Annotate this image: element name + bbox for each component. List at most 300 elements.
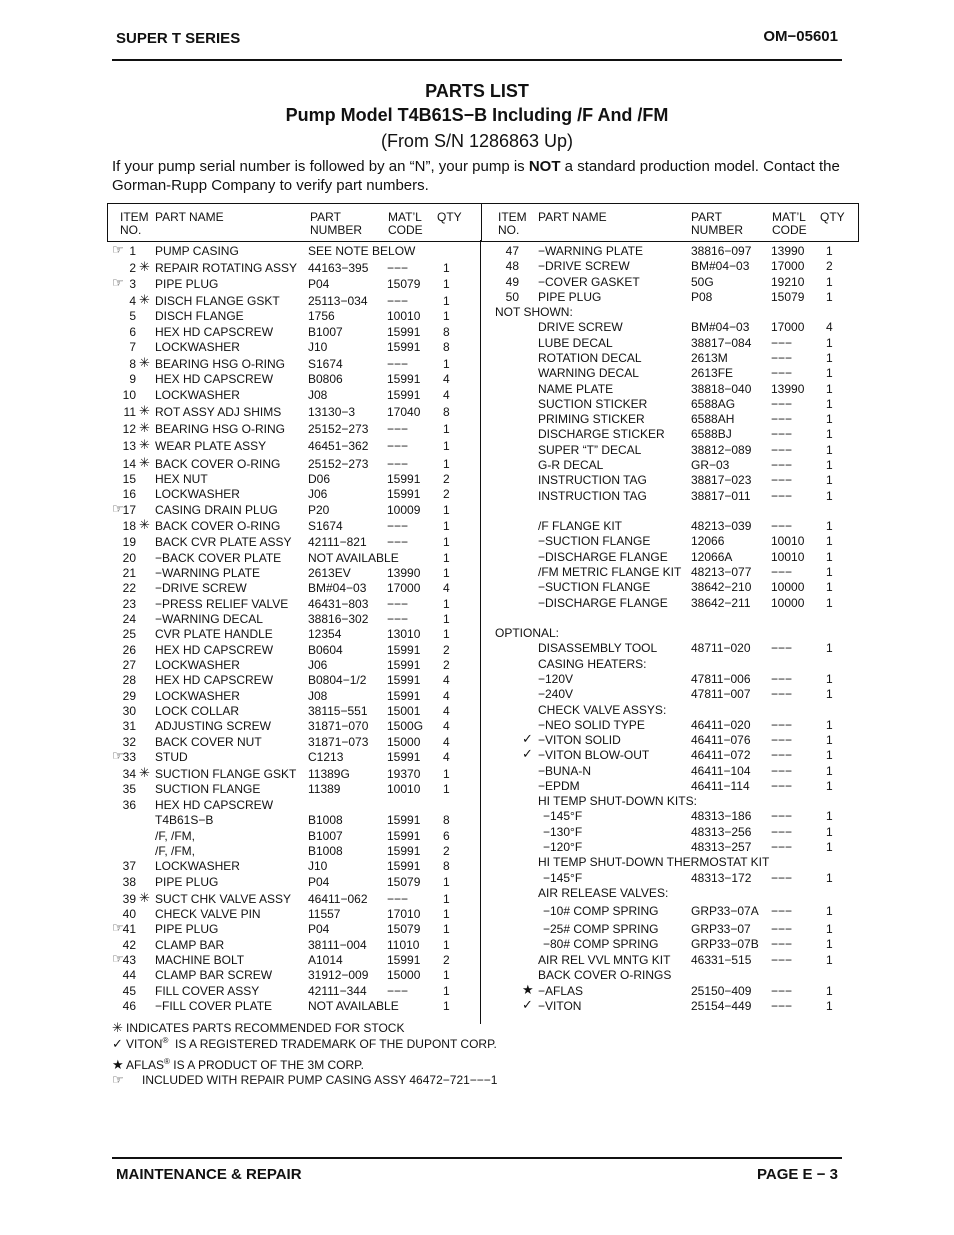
cell-mat: 15079 — [771, 290, 805, 304]
cell-mat: 15000 — [387, 968, 421, 982]
cell-part: 2613FE — [691, 366, 734, 380]
cell-mat: −−− — [771, 748, 793, 762]
cell-part: 38816−097 — [691, 244, 752, 258]
cell-part: D06 — [308, 472, 331, 486]
cell-qty: 1 — [826, 748, 833, 762]
cell-item: 43 — [122, 953, 136, 967]
cell-part: 42111−344 — [308, 984, 367, 998]
cell-qty: 1 — [443, 767, 450, 781]
cell-mat: 15001 — [387, 704, 421, 718]
cell-part: 25113−034 — [308, 294, 368, 308]
cell-mat: 10010 — [771, 534, 805, 548]
cell-mat: −−− — [387, 357, 409, 371]
cell-item: 29 — [122, 689, 136, 703]
cell-item: 16 — [122, 487, 136, 501]
cell-part: S1674 — [308, 357, 343, 371]
cell-qty: 1 — [443, 597, 450, 611]
cell-part: 25152−273 — [308, 457, 369, 471]
cell-mat: 13990 — [771, 382, 805, 396]
cell-qty: 1 — [826, 382, 833, 396]
cell-name: −80# COMP SPRING — [543, 937, 659, 951]
cell-part: 38817−084 — [691, 336, 752, 350]
cell-part: 38642−211 — [691, 596, 751, 610]
cell-mat: −−− — [771, 999, 793, 1013]
cell-qty: 1 — [826, 718, 833, 732]
cell-qty: 1 — [443, 938, 450, 952]
cell-qty: 1 — [826, 922, 833, 936]
cell-part: 47811−007 — [691, 687, 751, 701]
cell-name: −VITON SOLID — [538, 733, 621, 747]
cell-qty: 1 — [826, 999, 833, 1013]
cell-name: DRIVE SCREW — [538, 320, 623, 334]
pointing-hand-icon: ☞ — [112, 951, 124, 966]
cell-part: B1008 — [308, 813, 343, 827]
cell-part: 12066 — [691, 534, 725, 548]
cell-name: MACHINE BOLT — [155, 953, 245, 967]
cell-qty: 1 — [826, 366, 833, 380]
cell-qty: 1 — [443, 309, 450, 323]
cell-part: 46411−062 — [308, 892, 368, 906]
cell-name: −WARNING PLATE — [155, 566, 261, 580]
cell-name: HEX HD CAPSCREW — [155, 798, 274, 812]
cell-name: LOCKWASHER — [155, 658, 240, 672]
stock-star-icon: ✳ — [139, 355, 150, 370]
cell-mat: −−− — [771, 412, 793, 426]
cell-part: 2613EV — [308, 566, 351, 580]
cell-name: CLAMP BAR — [155, 938, 225, 952]
cell-part: J06 — [308, 658, 328, 672]
cell-name: ROT ASSY ADJ SHIMS — [155, 405, 282, 419]
cell-item: 45 — [122, 984, 136, 998]
cell-qty: 2 — [443, 643, 450, 657]
cell-item: 17 — [122, 503, 136, 517]
cell-name: CLAMP BAR SCREW — [155, 968, 273, 982]
right-col-item: ITEM NO. — [498, 210, 527, 237]
cell-name: BEARING HSG O-RING — [155, 422, 286, 436]
cell-name: NAME PLATE — [538, 382, 614, 396]
cell-qty: 1 — [826, 412, 833, 426]
header-rule — [112, 59, 842, 61]
cell-part: J08 — [308, 689, 328, 703]
cell-item: 1 — [129, 244, 136, 258]
doc-number: OM−05601 — [763, 28, 838, 45]
cell-name: BEARING HSG O-RING — [155, 357, 286, 371]
cell-name: −DISCHARGE FLANGE — [538, 550, 668, 564]
cell-qty: 4 — [443, 735, 450, 749]
pointing-hand-icon: ☞ — [112, 748, 124, 763]
cell-name: LOCKWASHER — [155, 487, 240, 501]
cell-part: B0604 — [308, 643, 343, 657]
cell-item: 38 — [122, 875, 136, 889]
cell-name: /F, /FM, — [155, 829, 195, 843]
cell-part: 46411−072 — [691, 748, 751, 762]
cell-name: BACK CVR PLATE ASSY — [155, 535, 292, 549]
cell-qty: 1 — [826, 290, 833, 304]
cell-part: C1213 — [308, 750, 344, 764]
cell-mat: 15991 — [387, 340, 421, 354]
cell-item: 23 — [122, 597, 136, 611]
cell-name: INSTRUCTION TAG — [538, 489, 647, 503]
cell-mat: −−− — [771, 809, 793, 823]
cell-name: ADJUSTING SCREW — [155, 719, 272, 733]
cell-name: HEX HD CAPSCREW — [155, 673, 274, 687]
note-included: ☞ INCLUDED WITH REPAIR PUMP CASING ASSY 46472−721−−−1 — [112, 1072, 498, 1087]
cell-mat: −−− — [771, 351, 793, 365]
cell-part: 46331−515 — [691, 953, 752, 967]
cell-name: −VITON BLOW-OUT — [538, 748, 650, 762]
cell-name: −145°F — [543, 809, 583, 823]
cell-mat: −−− — [771, 366, 793, 380]
cell-name: DISCH FLANGE GSKT — [155, 294, 280, 308]
intro-paragraph — [112, 157, 852, 195]
cell-name: SUPER “T” DECAL — [538, 443, 642, 457]
cell-name: LOCKWASHER — [155, 689, 240, 703]
pointing-hand-icon: ☞ — [112, 1072, 124, 1087]
cell-mat: −−− — [771, 904, 793, 918]
page-number: PAGE E − 3 — [756, 1166, 838, 1183]
cell-item: 50 — [505, 290, 519, 304]
cell-name: −WARNING PLATE — [538, 244, 644, 258]
cell-part: P20 — [308, 503, 330, 517]
cell-name: −COVER GASKET — [538, 275, 640, 289]
cell-qty: 1 — [443, 277, 450, 291]
cell-part: P04 — [308, 875, 330, 889]
cell-name: SUCTION FLANGE — [155, 782, 261, 796]
cell-name: DISCH FLANGE — [155, 309, 244, 323]
cell-name: LOCKWASHER — [155, 859, 240, 873]
cell-item: 6 — [129, 325, 136, 339]
cell-mat: 15079 — [387, 922, 421, 936]
cell-name: WEAR PLATE ASSY — [155, 439, 267, 453]
cell-part: 48313−256 — [691, 825, 752, 839]
cell-name: /F FLANGE KIT — [538, 519, 623, 533]
cell-mat: −−− — [771, 458, 793, 472]
cell-name: −FILL COVER PLATE — [155, 999, 273, 1013]
cell-qty: 1 — [443, 261, 450, 275]
cell-name: PIPE PLUG — [538, 290, 602, 304]
cell-part: 38812−089 — [691, 443, 752, 457]
cell-qty: 2 — [443, 953, 450, 967]
cell-qty: 1 — [826, 904, 833, 918]
cell-item: 46 — [122, 999, 136, 1013]
cell-part: GRP33−07 — [691, 922, 751, 936]
cell-mat: 1500G — [387, 719, 424, 733]
cell-part: 42111−821 — [308, 535, 367, 549]
cell-item: 36 — [122, 798, 136, 812]
cell-mat: 17000 — [771, 259, 805, 273]
cell-mat: −−− — [771, 489, 793, 503]
cell-name: CASING DRAIN PLUG — [155, 503, 278, 517]
cell-name: CHECK VALVE PIN — [155, 907, 261, 921]
cell-name: WARNING DECAL — [538, 366, 639, 380]
cell-qty: 1 — [826, 687, 833, 701]
cell-name: −SUCTION FLANGE — [538, 534, 651, 548]
cell-mat: 10009 — [387, 503, 421, 517]
cell-mat: −−− — [771, 397, 793, 411]
serial-range: (From S/N 1286863 Up) — [380, 131, 574, 151]
cell-name: PIPE PLUG — [155, 875, 219, 889]
cell-item: 10 — [122, 388, 136, 402]
cell-item: 42 — [122, 938, 136, 952]
cell-name: −DRIVE SCREW — [155, 581, 247, 595]
cell-mat: −−− — [387, 439, 409, 453]
cell-qty: 1 — [443, 566, 450, 580]
cell-part: 11389 — [308, 782, 341, 796]
cell-item: 15 — [122, 472, 136, 486]
cell-qty: 1 — [443, 503, 450, 517]
cell-name: PIPE PLUG — [155, 922, 219, 936]
cell-qty: 1 — [443, 422, 450, 436]
cell-part: P04 — [308, 277, 330, 291]
cell-name: −EPDM — [538, 779, 580, 793]
cell-item: 40 — [122, 907, 136, 921]
cell-mat: −−− — [771, 519, 793, 533]
cell-mat: 15991 — [387, 829, 421, 843]
cell-mat: 10000 — [771, 580, 805, 594]
cell-mat: 15991 — [387, 658, 421, 672]
cell-qty: 1 — [443, 439, 450, 453]
cell-mat: −−− — [771, 937, 793, 951]
cell-item: 7 — [129, 340, 136, 354]
intro-text-1: If your pump serial number is followed by an “N”, your pump is — [112, 158, 529, 175]
stock-star-icon: ✳ — [139, 292, 150, 307]
cell-mat: 15000 — [387, 735, 421, 749]
cell-name: −120°F — [543, 840, 583, 854]
cell-qty: 2 — [443, 844, 450, 858]
cell-mat: −−− — [387, 612, 409, 626]
cell-name: AIR REL VVL MNTG KIT — [538, 953, 671, 967]
cell-item: 35 — [122, 782, 136, 796]
cell-mat: 13010 — [387, 627, 421, 641]
cell-mat: −−− — [387, 422, 409, 436]
cell-part: 46411−020 — [691, 718, 751, 732]
cell-qty: 8 — [443, 859, 450, 873]
cell-part: 48313−257 — [691, 840, 752, 854]
stock-star-icon: ✳ — [139, 420, 150, 435]
cell-item: 22 — [122, 581, 136, 595]
cell-part: 11389G — [308, 767, 350, 781]
cell-mat: 13990 — [771, 244, 805, 258]
note-stock: ✳ INDICATES PARTS RECOMMENDED FOR STOCK — [112, 1020, 405, 1035]
cell-item: 20 — [122, 551, 136, 565]
cell-mat: 10010 — [387, 309, 421, 323]
cell-part: 31871−070 — [308, 719, 369, 733]
cell-mat: −−− — [387, 261, 409, 275]
cell-mat: 11010 — [387, 938, 420, 952]
cell-name: −WARNING DECAL — [155, 612, 263, 626]
cell-qty: 8 — [443, 813, 450, 827]
cell-qty: 1 — [826, 351, 833, 365]
cell-part: A1014 — [308, 953, 343, 967]
table-header-divider — [481, 204, 482, 241]
cell-mat: −−− — [387, 457, 409, 471]
cell-item: 9 — [129, 372, 136, 386]
cell-item: 37 — [122, 859, 136, 873]
cell-mat: 15991 — [387, 372, 421, 386]
cell-mat: 17000 — [387, 581, 421, 595]
cell-item: 41 — [122, 922, 136, 936]
cell-name: HEX HD CAPSCREW — [155, 643, 274, 657]
cell-part: 46411−114 — [691, 779, 750, 793]
cell-part: 25152−273 — [308, 422, 369, 436]
cell-qty: 4 — [443, 581, 450, 595]
cell-qty: 1 — [443, 519, 450, 533]
cell-item: 44 — [122, 968, 136, 982]
cell-part: 25150−409 — [691, 984, 752, 998]
cell-mat: −−− — [771, 641, 793, 655]
cell-part: 46431−803 — [308, 597, 369, 611]
cell-mat: −−− — [771, 922, 793, 936]
cell-name: HEX HD CAPSCREW — [155, 325, 274, 339]
cell-qty: 1 — [826, 840, 833, 854]
cell-mat: 15991 — [387, 325, 421, 339]
footer-rule — [112, 1157, 842, 1159]
cell-qty: 1 — [826, 984, 833, 998]
cell-item: 3 — [129, 277, 136, 291]
cell-name: /F, /FM, — [155, 844, 195, 858]
cell-part: 12354 — [308, 627, 342, 641]
cell-qty: 1 — [826, 534, 833, 548]
cell-name: −120V — [538, 672, 574, 686]
cell-mat: 15079 — [387, 875, 421, 889]
check-mark-icon: ✓ — [522, 997, 533, 1012]
cell-name: HEX HD CAPSCREW — [155, 372, 274, 386]
cell-mat: −−− — [771, 953, 793, 967]
cell-part: NOT AVAILABLE — [308, 551, 399, 565]
cell-part: BM#04−03 — [691, 259, 750, 273]
cell-qty: 6 — [443, 829, 450, 843]
cell-name: LOCK COLLAR — [155, 704, 240, 718]
cell-item: 4 — [129, 294, 136, 308]
cell-name: CVR PLATE HANDLE — [155, 627, 273, 641]
stock-star-icon: ✳ — [139, 437, 150, 452]
cell-qty: 4 — [443, 704, 450, 718]
cell-qty: 1 — [443, 782, 450, 796]
cell-qty: 1 — [826, 458, 833, 472]
cell-name: −SUCTION FLANGE — [538, 580, 651, 594]
cell-mat: −−− — [771, 336, 793, 350]
cell-mat: 10000 — [771, 596, 805, 610]
cell-part: J08 — [308, 388, 328, 402]
cell-part: 12066A — [691, 550, 733, 564]
cell-mat: −−− — [387, 597, 409, 611]
cell-part: 38817−011 — [691, 489, 751, 503]
left-col-mat: MAT’L CODE — [388, 210, 423, 237]
cell-mat: 15991 — [387, 953, 421, 967]
cell-name: HI TEMP SHUT-DOWN THERMOSTAT KIT — [538, 855, 770, 869]
cell-qty: 8 — [443, 325, 450, 339]
cell-mat: −−− — [771, 718, 793, 732]
right-col-qty: QTY — [820, 210, 845, 224]
cell-qty: 2 — [826, 259, 833, 273]
cell-part: 1756 — [308, 309, 335, 323]
cell-qty: 2 — [443, 472, 450, 486]
cell-name: INSTRUCTION TAG — [538, 473, 647, 487]
cell-qty: 1 — [443, 875, 450, 889]
cell-mat: −−− — [771, 443, 793, 457]
cell-part: 38111−004 — [308, 938, 367, 952]
check-mark-icon: ✓ — [112, 1036, 123, 1051]
cell-name: BACK COVER O-RING — [155, 457, 281, 471]
cell-qty: 4 — [443, 388, 450, 402]
cell-mat: 15991 — [387, 487, 421, 501]
cell-part: 48711−020 — [691, 641, 751, 655]
cell-name: ROTATION DECAL — [538, 351, 642, 365]
cell-part: B0806 — [308, 372, 343, 386]
cell-mat: −−− — [387, 892, 409, 906]
cell-name: −NEO SOLID TYPE — [538, 718, 645, 732]
cell-part: 38115−551 — [308, 704, 368, 718]
cell-mat: 19370 — [387, 767, 421, 781]
cell-part: 2613M — [691, 351, 728, 365]
cell-name: −AFLAS — [538, 984, 584, 998]
cell-qty: 1 — [443, 551, 450, 565]
cell-part: 46451−362 — [308, 439, 369, 453]
cell-part: 31871−073 — [308, 735, 369, 749]
cell-name: SUCTION FLANGE GSKT — [155, 767, 297, 781]
cell-item: 2 — [129, 261, 136, 275]
cell-part: 6588AH — [691, 412, 735, 426]
cell-qty: 1 — [443, 357, 450, 371]
cell-mat: 15991 — [387, 643, 421, 657]
stock-star-icon: ✳ — [139, 890, 150, 905]
cell-part: 38642−210 — [691, 580, 752, 594]
cell-qty: 4 — [443, 673, 450, 687]
cell-name: SUCT CHK VALVE ASSY — [155, 892, 292, 906]
cell-mat: 15991 — [387, 472, 421, 486]
cell-name: −DISCHARGE FLANGE — [538, 596, 668, 610]
left-col-item: ITEM NO. — [120, 210, 149, 237]
black-star-icon: ★ — [522, 982, 534, 997]
cell-name: CHECK VALVE ASSYS: — [538, 703, 667, 717]
cell-item: 21 — [122, 566, 136, 580]
cell-qty: 1 — [826, 336, 833, 350]
cell-mat: −−− — [771, 840, 793, 854]
intro-text-2: a standard production model. Contact the Gorman-Rupp Company to verify part numbers. — [112, 158, 840, 194]
cell-qty: 1 — [826, 489, 833, 503]
cell-mat: 15991 — [387, 673, 421, 687]
note-viton: ✓ VITON® IS A REGISTERED TRADEMARK OF THE DUPONT CORP. — [112, 1036, 497, 1051]
pointing-hand-icon: ☞ — [112, 275, 124, 290]
cell-name: −VITON — [538, 999, 582, 1013]
cell-item: OPTIONAL: — [495, 626, 560, 640]
cell-qty: 1 — [443, 968, 450, 982]
cell-item: 48 — [505, 259, 519, 273]
cell-part: 48213−039 — [691, 519, 752, 533]
cell-qty: 1 — [443, 984, 450, 998]
cell-item: 27 — [122, 658, 136, 672]
cell-name: BACK COVER O-RINGS — [538, 968, 672, 982]
right-col-part: PART NUMBER — [691, 210, 744, 237]
cell-mat: −−− — [387, 984, 409, 998]
cell-qty: 8 — [443, 405, 450, 419]
page-title: PARTS LIST — [425, 81, 529, 101]
cell-part: 31912−009 — [308, 968, 369, 982]
cell-name: −BACK COVER PLATE — [155, 551, 282, 565]
cell-mat: −−− — [771, 733, 793, 747]
cell-name: CASING HEATERS: — [538, 657, 647, 671]
cell-part: B1007 — [308, 829, 343, 843]
cell-name: STUD — [155, 750, 188, 764]
cell-qty: 1 — [443, 627, 450, 641]
cell-name: PRIMING STICKER — [538, 412, 645, 426]
cell-item: 33 — [122, 750, 136, 764]
cell-mat: 13990 — [387, 566, 421, 580]
cell-mat: −−− — [771, 779, 793, 793]
cell-part: 6588AG — [691, 397, 736, 411]
cell-mat: 15991 — [387, 859, 421, 873]
cell-part: 44163−395 — [308, 261, 369, 275]
